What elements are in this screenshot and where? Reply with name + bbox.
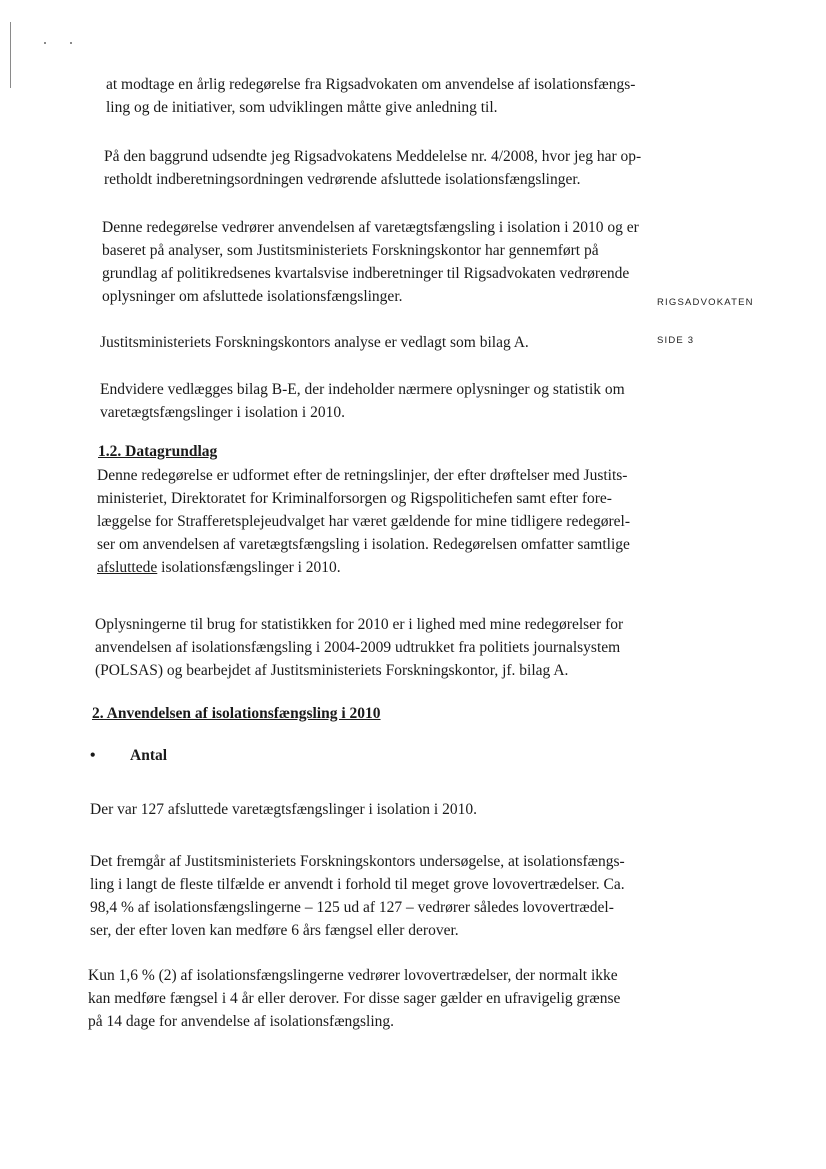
scan-speck [70,42,72,44]
text-line: Der var 127 afsluttede varetægtsfængslinger i isolation i 2010. [90,801,477,818]
bullet-icon: • [90,747,96,764]
scan-speck [44,42,46,44]
paragraph-statistics-source [95,613,633,682]
text-line: ling i langt de fleste tilfælde er anvendt i forhold til meget grove lovovertrædelser. Ca. [90,876,625,893]
text-fragment: isolationsfængslinger i 2010. [157,559,341,576]
text-line: retholdt indberetningsordningen vedrørende afsluttede isolationsfængslinger. [104,171,581,188]
text-line: Denne redegørelse vedrører anvendelsen af varetægtsfængsling i isolation i 2010 og er [102,219,639,236]
paragraph-minor-offences [88,964,628,1033]
text-line: ser, der efter loven kan medføre 6 års fængsel eller derover. [90,922,459,939]
text-line: på 14 dage for anvendelse af isolationsfængsling. [88,1013,395,1030]
text-line: (POLSAS) og bearbejdet af Justitsministeriets Forskningskontor, jf. bilag A. [95,662,569,679]
text-line: ministeriet, Direktoratet for Kriminalforsorgen og Rigspolitichefen samt efter fore- [97,490,612,507]
text-line: Oplysningerne til brug for statistikken for 2010 er i lighed med mine redegørelser for [95,616,624,633]
text-line: at modtage en årlig redegørelse fra Rigsadvokaten om anvendelse af isolationsfængs- [106,76,636,93]
underlined-word: afsluttede [97,559,158,576]
text-line: Denne redegørelse er udformet efter de retningslinjer, der efter drøftelser med Justits- [97,467,628,484]
text-line: 98,4 % af isolationsfængslingerne – 125 ud af 127 – vedrører således lovovertrædel- [90,899,614,916]
text-line: læggelse for Strafferetsplejeudvalget har været gældende for mine tidligere redegørel- [97,513,630,530]
text-line: ser om anvendelsen af varetægtsfængsling i isolation. Redegørelsen omfatter samtlige [97,536,630,553]
text-line: På den baggrund udsendte jeg Rigsadvokatens Meddelelse nr. 4/2008, hvor jeg har op- [104,148,642,165]
text-line: grundlag af politikredsenes kvartalsvise indberetninger til Rigsadvokaten vedrørende [102,265,630,282]
bullet-label: Antal [130,747,168,764]
text-line: varetægtsfængslinger i isolation i 2010. [100,404,345,421]
text-line: baseret på analyser, som Justitsministeriets Forskningskontor har gennemført på [102,242,599,259]
text-line: kan medføre fængsel i 4 år eller derover. For disse sager gælder en ufravigelig grænse [88,990,621,1007]
paragraph-appendix-a [100,331,640,354]
text-line: Det fremgår af Justitsministeriets Forskningskontors undersøgelse, at isolationsfængs- [90,853,625,870]
sidebar-org-name: RIGSADVOKATEN [657,297,754,308]
paragraph-data-basis [97,464,633,579]
section-heading-use-2010: 2. Anvendelsen af isolationsfængsling i 2010 [92,705,381,722]
paragraph-appendices-b-e [100,378,638,424]
paragraph-scope [102,216,642,308]
section-heading-data-basis: 1.2. Datagrundlag [98,443,218,460]
text-line: oplysninger om afsluttede isolationsfængslinger. [102,288,403,305]
text-line [97,556,633,579]
sidebar-page-number: SIDE 3 [657,335,695,346]
text-line: Endvidere vedlægges bilag B-E, der indeholder nærmere oplysninger og statistik om [100,381,625,398]
paragraph-serious-offences [90,850,628,942]
text-line: anvendelsen af isolationsfængsling i 2004-2009 udtrukket fra politiets journalsystem [95,639,621,656]
paragraph-annual-report [106,73,646,119]
text-line: Justitsministeriets Forskningskontors analyse er vedlagt som bilag A. [100,334,529,351]
paragraph-notice [104,145,644,191]
text-line: ling og de initiativer, som udviklingen måtte give anledning til. [106,99,498,116]
scan-margin-line [10,22,11,88]
paragraph-count [90,798,630,821]
text-line: Kun 1,6 % (2) af isolationsfængslingerne vedrører lovovertrædelser, der normalt ikke [88,967,618,984]
